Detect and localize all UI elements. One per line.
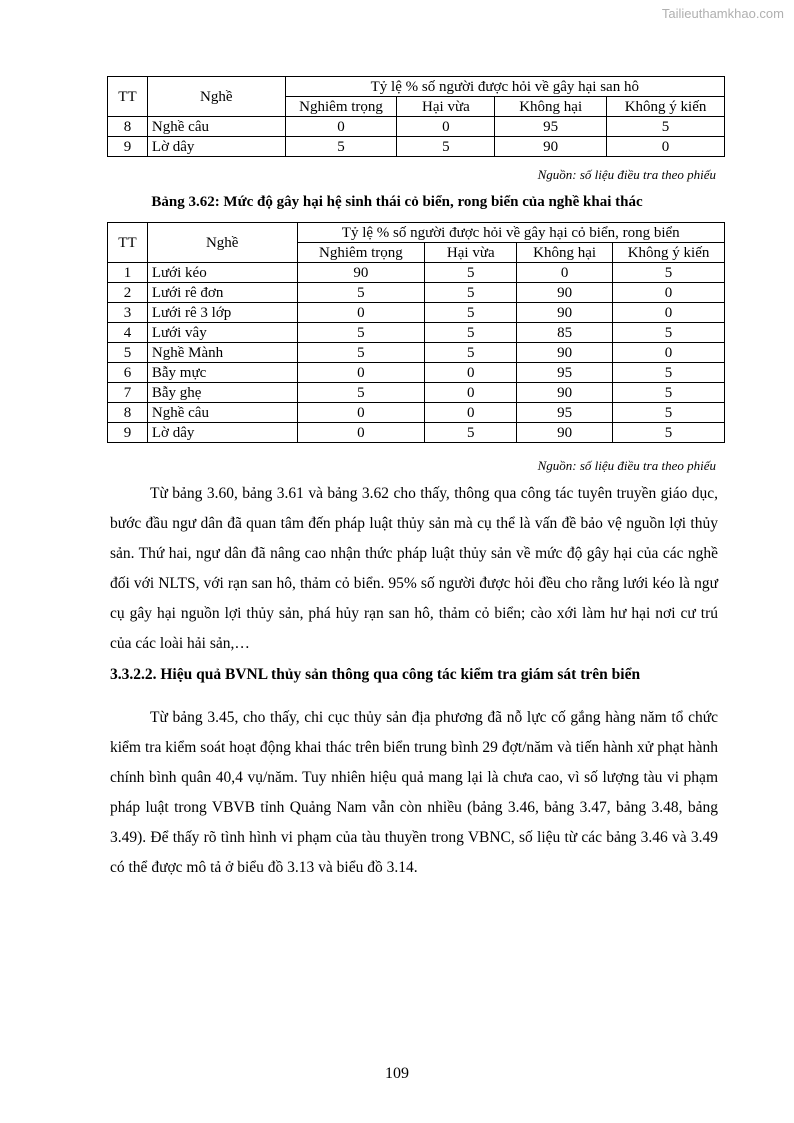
cell-no-harm: 95 bbox=[517, 363, 613, 383]
cell-job: Bẫy mực bbox=[147, 363, 297, 383]
header-group: Tỷ lệ % số người được hỏi về gây hại san hô bbox=[285, 77, 724, 97]
cell-job: Lưới rê 3 lớp bbox=[147, 303, 297, 323]
cell-no-harm: 95 bbox=[517, 403, 613, 423]
cell-no-opinion: 0 bbox=[607, 137, 725, 157]
cell-job: Lưới kéo bbox=[147, 263, 297, 283]
table-row bbox=[108, 283, 725, 303]
cell-severe: 0 bbox=[297, 363, 425, 383]
header-tt: TT bbox=[108, 77, 148, 117]
body-paragraph-2: Từ bảng 3.45, cho thấy, chi cục thủy sản địa phương đã nỗ lực cố gắng hàng năm tổ chức kiểm tra kiểm soát hoạt động khai thác trên biển trung bình 29 đợt/năm và tiến hành xử phạt hành chính bình quân 40,4 vụ/năm. Tuy nhiên hiệu quả mang lại là chưa cao, vì số lượng tàu vi phạm pháp luật trong VBVB tỉnh Quảng Nam vẫn còn nhiều (bảng 3.46, bảng 3.47, bảng 3.48, bảng 3.49). Để thấy rõ tình hình vi phạm của tàu thuyền trong VBNC, số liệu từ các bảng 3.46 và 3.49 có thể được mô tả ở biểu đồ 3.13 và biểu đồ 3.14. bbox=[110, 709, 718, 876]
cell-no-opinion: 0 bbox=[613, 283, 725, 303]
table-header-row bbox=[108, 77, 725, 97]
table-row bbox=[108, 303, 725, 323]
cell-moderate: 5 bbox=[425, 423, 517, 443]
cell-no-harm: 90 bbox=[517, 383, 613, 403]
cell-tt: 6 bbox=[108, 363, 148, 383]
cell-moderate: 5 bbox=[397, 137, 495, 157]
cell-job: Nghề Mành bbox=[147, 343, 297, 363]
cell-job: Lờ dây bbox=[147, 137, 285, 157]
cell-no-opinion: 0 bbox=[613, 343, 725, 363]
cell-job: Bẫy ghẹ bbox=[147, 383, 297, 403]
cell-no-opinion: 5 bbox=[613, 423, 725, 443]
cell-moderate: 5 bbox=[425, 303, 517, 323]
header-no-opinion: Không ý kiến bbox=[613, 243, 725, 263]
cell-severe: 0 bbox=[297, 403, 425, 423]
table2-caption: Bảng 3.62: Mức độ gây hại hệ sinh thái cỏ biển, rong biển của nghề khai thác bbox=[151, 194, 643, 210]
cell-severe: 5 bbox=[297, 343, 425, 363]
table-header-row bbox=[108, 223, 725, 243]
cell-moderate: 5 bbox=[425, 323, 517, 343]
coral-damage-table bbox=[107, 76, 725, 157]
cell-tt: 8 bbox=[108, 403, 148, 423]
table-row bbox=[108, 403, 725, 423]
page-number: 109 bbox=[385, 1065, 409, 1082]
table2-source-note: Nguồn: số liệu điều tra theo phiếu bbox=[537, 458, 716, 473]
table2-body bbox=[108, 263, 725, 443]
table-row bbox=[108, 323, 725, 343]
cell-moderate: 0 bbox=[425, 383, 517, 403]
cell-no-harm: 85 bbox=[517, 323, 613, 343]
cell-tt: 4 bbox=[108, 323, 148, 343]
table-row bbox=[108, 363, 725, 383]
cell-no-harm: 90 bbox=[495, 137, 607, 157]
cell-tt: 2 bbox=[108, 283, 148, 303]
cell-no-opinion: 5 bbox=[613, 363, 725, 383]
cell-severe: 90 bbox=[297, 263, 425, 283]
table-row bbox=[108, 263, 725, 283]
cell-severe: 5 bbox=[297, 323, 425, 343]
table-row bbox=[108, 343, 725, 363]
cell-moderate: 5 bbox=[425, 343, 517, 363]
header-severe: Nghiêm trọng bbox=[297, 243, 425, 263]
cell-moderate: 5 bbox=[425, 283, 517, 303]
cell-job: Lưới vây bbox=[147, 323, 297, 343]
header-tt: TT bbox=[108, 223, 148, 263]
cell-no-harm: 90 bbox=[517, 303, 613, 323]
cell-no-opinion: 5 bbox=[613, 403, 725, 423]
header-job: Nghề bbox=[147, 77, 285, 117]
cell-moderate: 0 bbox=[425, 363, 517, 383]
cell-job: Lờ dây bbox=[147, 423, 297, 443]
watermark: Tailieuthamkhao.com bbox=[661, 6, 784, 21]
cell-moderate: 0 bbox=[425, 403, 517, 423]
header-no-harm: Không hại bbox=[495, 97, 607, 117]
table1-source-note: Nguồn: số liệu điều tra theo phiếu bbox=[537, 167, 716, 182]
header-job: Nghề bbox=[147, 223, 297, 263]
cell-no-opinion: 0 bbox=[613, 303, 725, 323]
cell-no-harm: 95 bbox=[495, 117, 607, 137]
section-heading: 3.3.2.2. Hiệu quả BVNL thủy sản thông qua công tác kiểm tra giám sát trên biển bbox=[110, 666, 641, 683]
cell-severe: 5 bbox=[297, 283, 425, 303]
table-row bbox=[108, 383, 725, 403]
cell-tt: 5 bbox=[108, 343, 148, 363]
cell-severe: 5 bbox=[297, 383, 425, 403]
cell-severe: 0 bbox=[285, 117, 397, 137]
cell-severe: 0 bbox=[297, 303, 425, 323]
table-row bbox=[108, 137, 725, 157]
cell-job: Nghề câu bbox=[147, 403, 297, 423]
cell-tt: 1 bbox=[108, 263, 148, 283]
cell-tt: 7 bbox=[108, 383, 148, 403]
cell-tt: 3 bbox=[108, 303, 148, 323]
header-no-harm: Không hại bbox=[517, 243, 613, 263]
header-severe: Nghiêm trọng bbox=[285, 97, 397, 117]
cell-tt: 9 bbox=[108, 423, 148, 443]
cell-job: Nghề câu bbox=[147, 117, 285, 137]
header-moderate: Hại vừa bbox=[425, 243, 517, 263]
cell-no-harm: 90 bbox=[517, 283, 613, 303]
body-paragraph-1: Từ bảng 3.60, bảng 3.61 và bảng 3.62 cho thấy, thông qua công tác tuyên truyền giáo dục, bước đầu ngư dân đã quan tâm đến pháp luật thủy sản mà cụ thể là vấn đề bảo vệ nguồn lợi thủy sản. Thứ hai, ngư dân đã nâng cao nhận thức pháp luật thủy sản về mức độ gây hại của các nghề đối với NLTS, với rạn san hô, thảm cỏ biển. 95% số người được hỏi đều cho rằng lưới kéo là ngư cụ gây hại nguồn lợi thủy sản, phá hủy rạn san hô, thảm cỏ biển; cào xới làm hư hại nơi cư trú của các loài hải sản,… bbox=[110, 485, 718, 652]
cell-no-harm: 0 bbox=[517, 263, 613, 283]
seagrass-damage-table bbox=[107, 222, 725, 443]
cell-moderate: 0 bbox=[397, 117, 495, 137]
cell-no-harm: 90 bbox=[517, 343, 613, 363]
cell-no-opinion: 5 bbox=[613, 323, 725, 343]
cell-no-opinion: 5 bbox=[607, 117, 725, 137]
cell-no-opinion: 5 bbox=[613, 383, 725, 403]
cell-no-opinion: 5 bbox=[613, 263, 725, 283]
cell-no-harm: 90 bbox=[517, 423, 613, 443]
cell-severe: 0 bbox=[297, 423, 425, 443]
header-group: Tỷ lệ % số người được hỏi về gây hại cỏ biển, rong biển bbox=[297, 223, 725, 243]
header-moderate: Hại vừa bbox=[397, 97, 495, 117]
header-no-opinion: Không ý kiến bbox=[607, 97, 725, 117]
table-row bbox=[108, 117, 725, 137]
cell-severe: 5 bbox=[285, 137, 397, 157]
cell-tt: 9 bbox=[108, 137, 148, 157]
cell-moderate: 5 bbox=[425, 263, 517, 283]
cell-job: Lưới rê đơn bbox=[147, 283, 297, 303]
cell-tt: 8 bbox=[108, 117, 148, 137]
table-row bbox=[108, 423, 725, 443]
